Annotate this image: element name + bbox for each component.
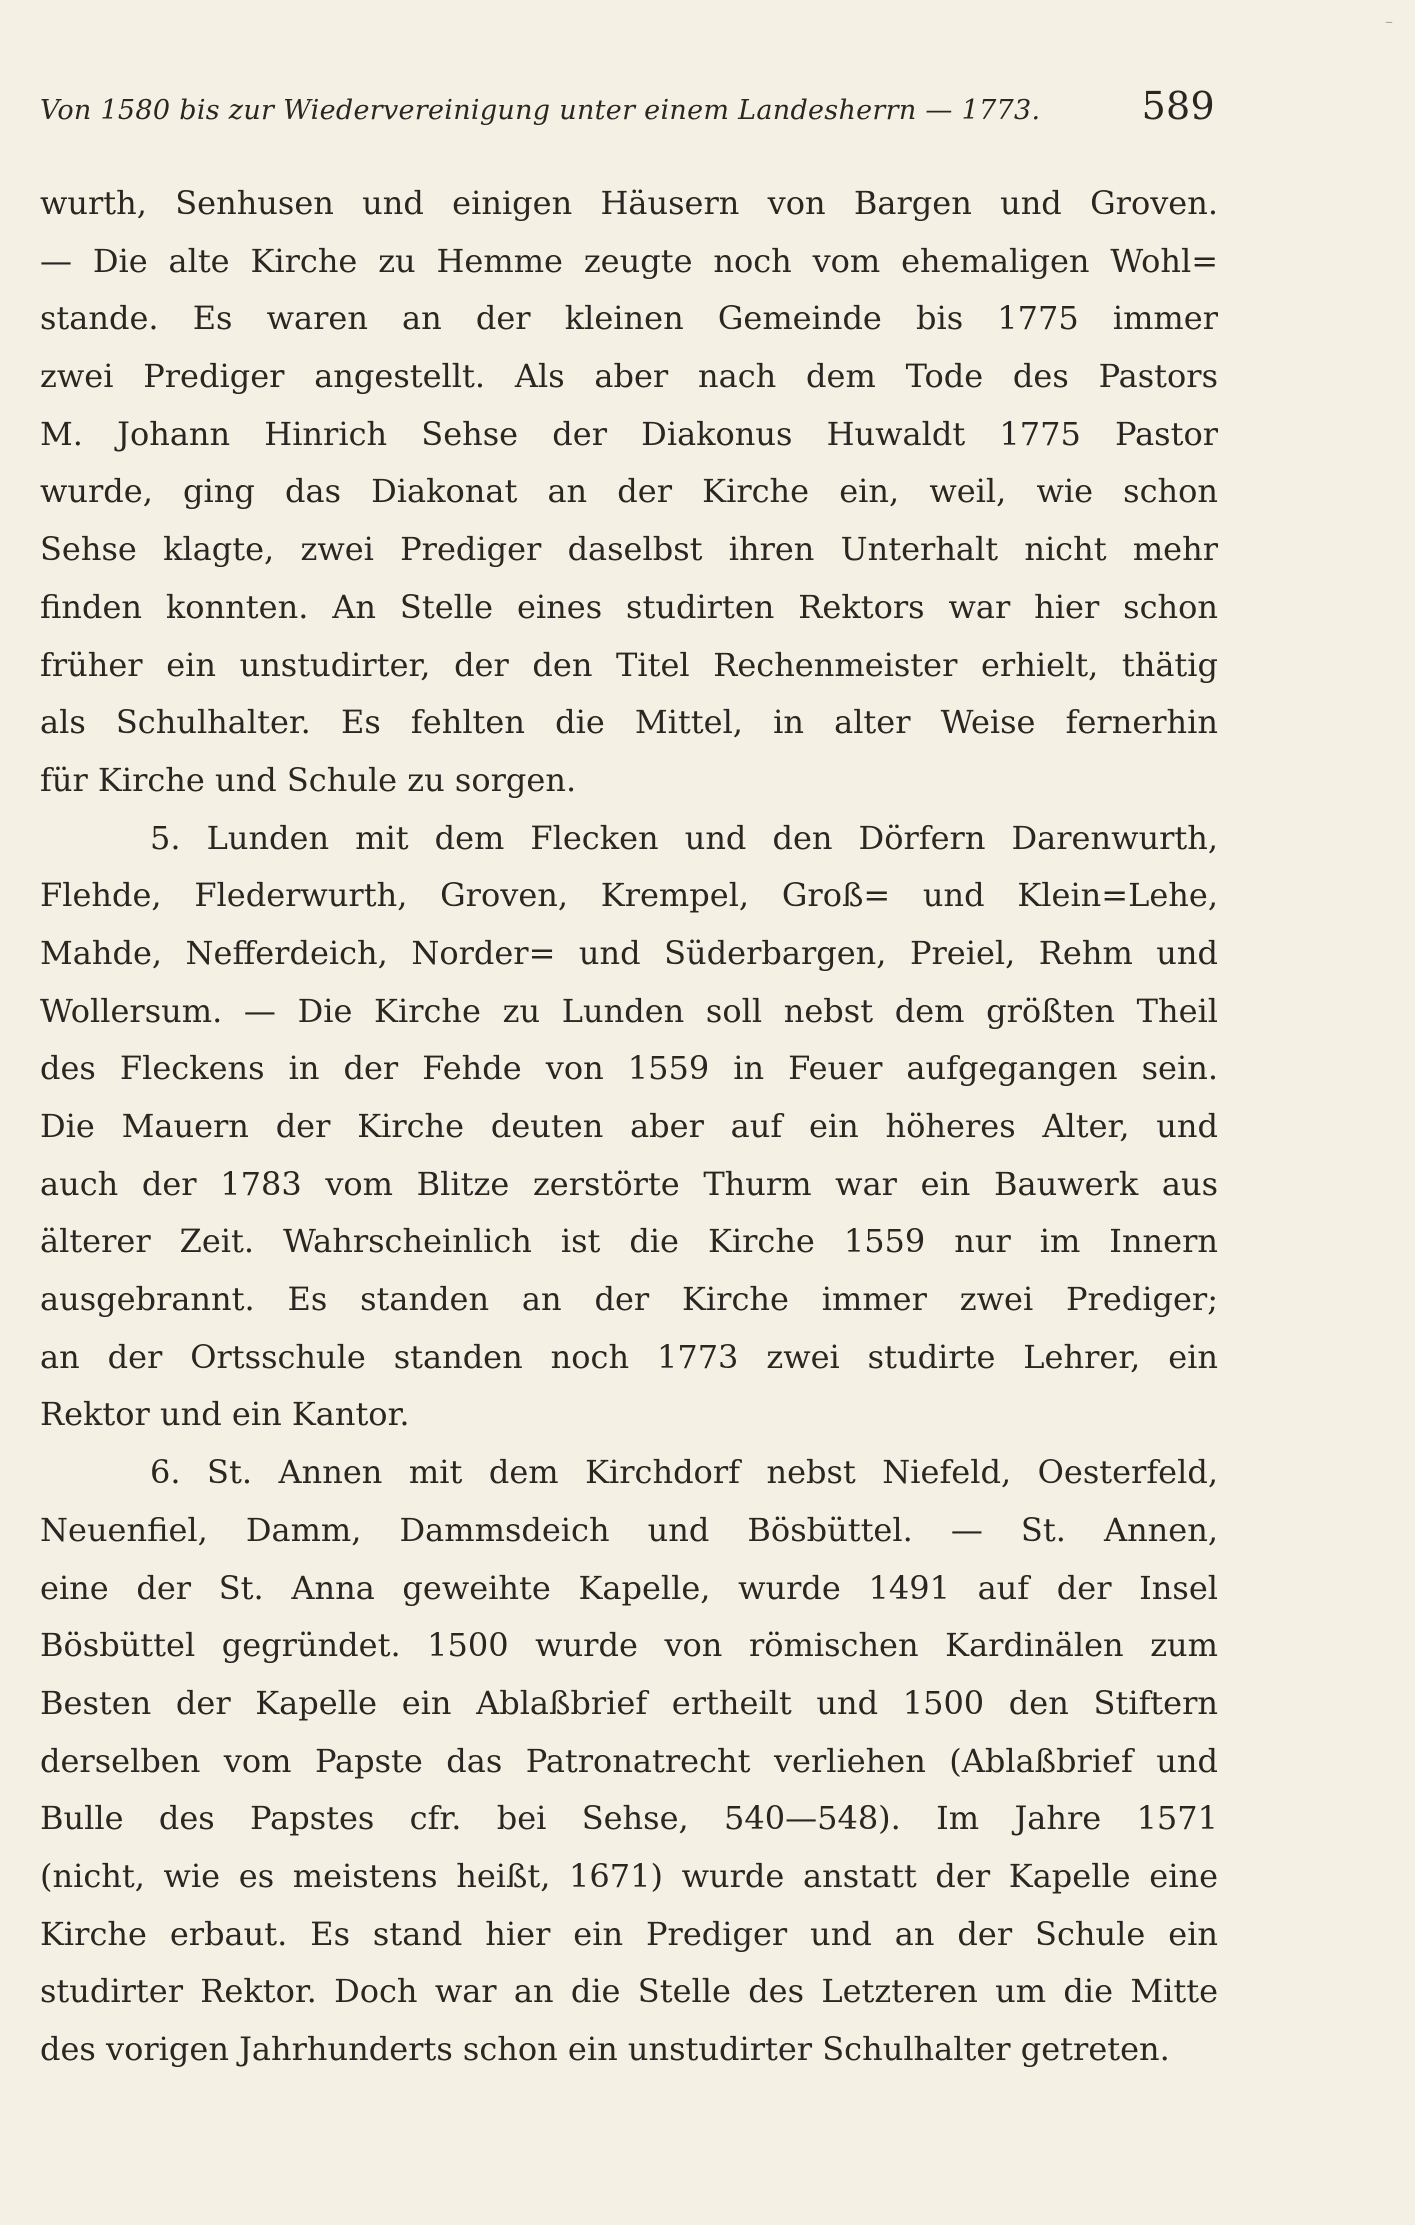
text-line: Kirche erbaut. Es stand hier ein Prediger und an der Schule ein [40,1914,1218,1953]
text-line: (nicht, wie es meistens heißt, 1671) wurde anstatt der Kapelle eine [40,1856,1218,1895]
body-text [40,175,1218,2079]
text-line: eine der St. Anna geweihte Kapelle, wurde 1491 auf der Insel [40,1568,1218,1607]
text-line: wurth, Senhusen und einigen Häusern von Bargen und Groven. [40,184,1218,222]
running-header [40,84,1215,128]
text-line: — Die alte Kirche zu Hemme zeugte noch vom ehemaligen Wohl= [40,241,1218,280]
text-line: auch der 1783 vom Blitze zerstörte Thurm war ein Bauwerk aus [40,1164,1218,1203]
text-line: Flehde, Flederwurth, Groven, Krempel, Groß= und Klein=Lehe, [40,876,1218,915]
text-line: früher ein unstudirter, der den Titel Rechenmeister erhielt, thätig [40,645,1218,684]
text-line: Besten der Kapelle ein Ablaßbrief ertheilt und 1500 den Stiftern [40,1683,1218,1722]
text-line: stande. Es waren an der kleinen Gemeinde bis 1775 immer [40,299,1218,338]
text-line: wurde, ging das Diakonat an der Kirche ein, weil, wie schon [40,472,1218,511]
text-line: Neuenfiel, Damm, Dammsdeich und Bösbüttel. — St. Annen, [40,1510,1218,1549]
text-line: des Fleckens in der Fehde von 1559 in Feuer aufgegangen sein. [40,1049,1218,1088]
text-line: derselben vom Papste das Patronatrecht verliehen (Ablaßbrief und [40,1741,1218,1780]
running-title: Von 1580 bis zur Wiedervereinigung unter einem Landesherrn — 1773. [40,95,1041,126]
text-line: zwei Prediger angestellt. Als aber nach dem Tode des Pastors [40,357,1218,396]
text-line: Bösbüttel gegründet. 1500 wurde von römischen Kardinälen zum [40,1626,1218,1665]
text-line: an der Ortsschule standen noch 1773 zwei studirte Lehrer, ein [40,1337,1218,1376]
text-line: Mahde, Nefferdeich, Norder= und Süderbargen, Preiel, Rehm und [40,933,1218,972]
text-line: älterer Zeit. Wahrscheinlich ist die Kirche 1559 nur im Innern [40,1222,1218,1261]
text-line: Rektor und ein Kantor. [40,1395,410,1434]
page-number: 589 [1141,84,1215,128]
text-line: für Kirche und Schule zu sorgen. [40,760,577,799]
text-line: als Schulhalter. Es fehlten die Mittel, in alter Weise fernerhin [40,703,1218,742]
section-heading-line: 5. Lunden mit dem Flecken und den Dörfern Darenwurth, [150,818,1218,857]
text-line: ausgebrannt. Es standen an der Kirche immer zwei Prediger; [40,1280,1218,1319]
text-line: finden konnten. An Stelle eines studirten Rektors war hier schon [40,587,1218,626]
text-line: Bulle des Papstes cfr. bei Sehse, 540—548). Im Jahre 1571 [40,1799,1218,1838]
text-line: Die Mauern der Kirche deuten aber auf ein höheres Alter, und [40,1107,1218,1145]
text-line: M. Johann Hinrich Sehse der Diakonus Huwaldt 1775 Pastor [40,414,1218,453]
text-line: Wollersum. — Die Kirche zu Lunden soll nebst dem größten Theil [40,991,1218,1030]
text-line: studirter Rektor. Doch war an die Stelle des Letzteren um die Mitte [40,1972,1218,2011]
corner-mark: – [1385,12,1393,31]
section-heading-line: 6. St. Annen mit dem Kirchdorf nebst Niefeld, Oesterfeld, [150,1453,1218,1492]
text-line: des vorigen Jahrhunderts schon ein unstudirter Schulhalter getreten. [40,2030,1170,2068]
text-line: Sehse klagte, zwei Prediger daselbst ihren Unterhalt nicht mehr [40,530,1218,569]
